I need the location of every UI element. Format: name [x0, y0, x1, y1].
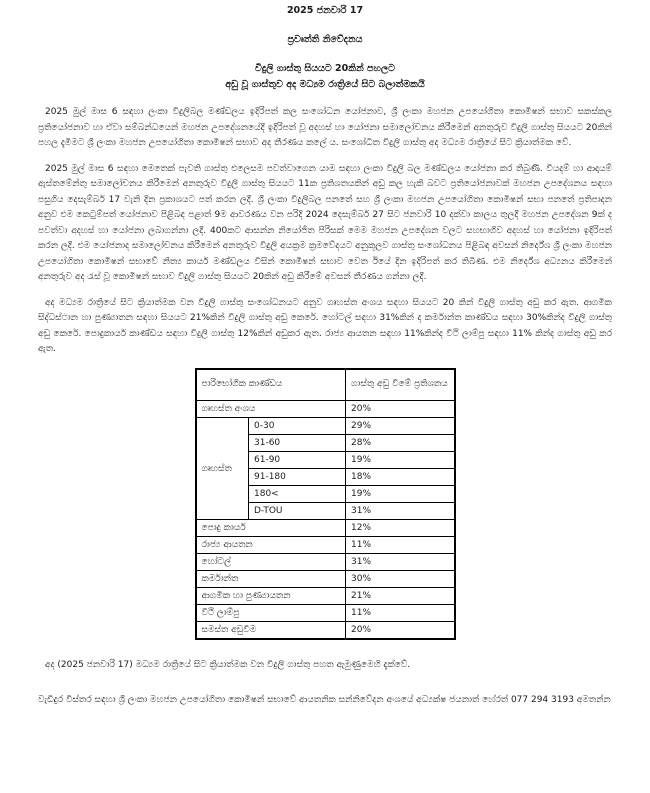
table-header-percentage: ගාස්තු අඩු වීමේ ප්‍රතිශතය [346, 369, 455, 401]
row-value: 11% [346, 537, 455, 554]
row-value: 20% [346, 401, 455, 418]
row-value: 18% [346, 469, 455, 486]
contact-note: වැඩිදුර විස්තර සඳහා ශ්‍රී ලංකා මහජන උපයෝගිතා කොමිෂන් සභාවේ ආයතනික සන්නිවේදන අංශයේ අධ්‍යක්ෂ ජයනාත් හේරත් 077 294 3193 අමතන්න [38, 695, 611, 705]
row-sub-label: D-TOU [249, 503, 346, 520]
row-label: හෝටල් [196, 554, 346, 571]
row-value: 20% [346, 622, 455, 639]
row-sub-label: 0-30 [249, 418, 346, 435]
row-label: කර්මාන්ත [196, 571, 346, 588]
table-row-overall-reduction [196, 622, 455, 639]
headline-line-1: විදුලි ගාස්තු සියයට 20කින් පහලට [255, 63, 395, 74]
table-row-street-lamps [196, 605, 455, 622]
row-label: ගෘහස්ත අංශය [196, 401, 346, 418]
document-date: 2025 ජනවාරි 17 [286, 5, 364, 16]
row-value: 19% [346, 486, 455, 503]
row-label: වීථි ලාම්පු [196, 605, 346, 622]
row-value: 31% [346, 503, 455, 520]
row-label: පොදු කාර්ය [196, 520, 346, 537]
paragraph-decision: 2025 මුල් මාස 6 සඳහා ලංකා විදුලිබල මණ්ඩලය ඉදිරිපත් කල සංශෝධන යෝජනාව, ශ්‍රී ලංකා මහජන උපයෝගිතා කොමිෂන් සභාව සකස්කල ප්‍රතියෝජනාව හා ඒවා සම්බන්ධයෙන් මහජන උපදේශනයේදී ඉදිරිපත් වූ අදහස් හා යෝජනා සමාලෝචනය කිරීමෙන් අනතුරුව විදුලි ගාස්තු සියයට 20කින් පහල දැමීමට ශ්‍රී ලංකා මහජන උපයෝගිතා කොමිෂන් සභාව අද තීරණය කලේ ය. සංශෝධිත විදුලි ගාස්තු අද මධ්‍යම රාත්‍රියේ සිට ක්‍රියාත්මක වේ. [38, 107, 612, 148]
table-row-government [196, 537, 455, 554]
row-label: සමස්ත අඩුවීම [196, 622, 346, 639]
table-row-hotels [196, 554, 455, 571]
closing-note: අද (2025 ජනවාරි 17) මධ්‍යම රාත්‍රියේ සිට ක්‍රියාත්මක වන විදුලි ගාස්තු පහත ඇමුණුමෙහි දැක්වේ. [45, 659, 411, 670]
press-release-title: ප්‍රවෘත්ති නිවේදනය [287, 34, 363, 45]
table-row-general-purpose [196, 520, 455, 537]
row-value: 31% [346, 554, 455, 571]
row-value: 19% [346, 452, 455, 469]
row-value: 30% [346, 571, 455, 588]
row-value: 11% [346, 605, 455, 622]
table-group-domestic: ගෘහස්ත [196, 418, 249, 520]
tariff-reduction-table [195, 368, 456, 640]
row-sub-label: 31-60 [249, 435, 346, 452]
table-row-industry [196, 571, 455, 588]
row-value: 12% [346, 520, 455, 537]
table-header-row [196, 369, 455, 401]
table-row-domestic-0-30 [196, 418, 455, 435]
row-sub-label: 61-90 [249, 452, 346, 469]
headline-line-2: අඩු වූ ගාස්තුව අද මධ්‍යම රාත්‍රියේ සිට බලාත්මකයි [225, 78, 425, 90]
table-row-domestic-sector [196, 401, 455, 418]
row-sub-label: 180< [249, 486, 346, 503]
paragraph-process: 2025 මුල් මාස 6 සඳහා මෙතෙක් පැවති ගාස්තු එලෙසම පවත්වාගෙන යාම සඳහා ලංකා විදුලි බල මණ්ඩලය යෝජනා කර තිබුණි. වියදම් හා ආදායම් ඇස්තමේන්තු සමාලෝචනය කිරීමෙන් අනතුරුව විදුලි ගාස්තු සියයට 11ක ප්‍රතිශතයකින් අඩු කල හැකි බවට ප්‍රතියෝජනාවක් මහජන උපදේශනය සඳහා පසුගිය දෙසැම්බර් 17 වැනි දින ප්‍රකාශයට පත් කරන ලදී. ශ්‍රී ලංකා විදුලිබල පනතේ සහ ශ්‍රී ලංකා මහජන උපයෝගිතා කොමිෂන් සභා පනතේ ප්‍රතිපාදන අනුව එම කෙටුම්පත් යෝජනාව පිළිබඳ පළාත් 9ම ආවරණය වන පරිදි 2024 දෙසැම්බර් 27 සිට ජනවාරි 10 දක්වා කාලය තුලදී මහජන උපදේශන 9ක් ද පවත්වා අදහස් හා යෝජනා ලබාගන්නා ලදී. 400කට ආසන්න නියෝජිත පිරිසක් මෙම මහජන උපදේශන වලට සහභාගිව අදහස් හා යෝජනා ඉදිරිපත් කරන ලදී. එම යෝජනාද සමාලෝචනය කිරීමෙන් අනතුරුව විදුලි අයක්‍රම ක්‍රමවේදයට අනුකූලව ගාස්තු සංශෝධනය පිළිබඳ අවසන් නිර්දේශ ශ්‍රී ලංකා මහජන උපයෝගිතා කොමිෂන් සභාවේ නිත්‍ය කාර්ය මණ්ඩලය විසින් කොමිෂන් සභාව වෙත ඊයේ දින ඉදිරිපත් කර තිබිණ. එම නිර්දේශ අධ්‍යනය කිරීමෙන් අනතුරුව අද රැස් වූ කොමිෂන් සභාව විදුලි ගාස්තු සියයට 20කින් අඩු කිරීමේ අවසන් තීරණය ගන්නා ලදී. [38, 163, 612, 282]
paragraph-category-reductions: අද මධ්‍යම රාත්‍රියේ සිට ක්‍රියාත්මක වන විදුලි ගාස්තු සංශෝධනයට අනුව ගෘහස්ත අංශය සඳහා සියයට 20 කින් විදුලි ගාස්තු අඩු කර ඇත. ආගමික සිද්ධස්ථාන හා පුණ්‍යාතන සඳහා සියයට 21%කින් විදුලි ගාස්තු අඩු කෙරේ. හෝටල් සඳහා 31%කින් ද කර්මාන්ත කාණ්ඩය සඳහා 30%කින්ද විදුලි ගාස්තු අඩු කෙරේ. පොදුකාර්ය කාණ්ඩය සඳහා විදුලි ගාස්තු 12%කින් අඩුකර ඇත. රාජ්‍ය ආයතන සඳහා 11%කින්ද වීථි ලාම්පු සඳහා 11% කින්ද ගාස්තු අඩු කර ඇත. [38, 297, 612, 354]
row-sub-label: 91-180 [249, 469, 346, 486]
headline [38, 61, 612, 92]
table-row-religious [196, 588, 455, 605]
row-value: 28% [346, 435, 455, 452]
row-label: රාජ්‍ය ආයතන [196, 537, 346, 554]
row-label: ආගමික හා පුණ්‍යායතන [196, 588, 346, 605]
table-header-category: පාරිභෝගික කාණ්ඩය [196, 369, 346, 401]
row-value: 21% [346, 588, 455, 605]
row-value: 29% [346, 418, 455, 435]
